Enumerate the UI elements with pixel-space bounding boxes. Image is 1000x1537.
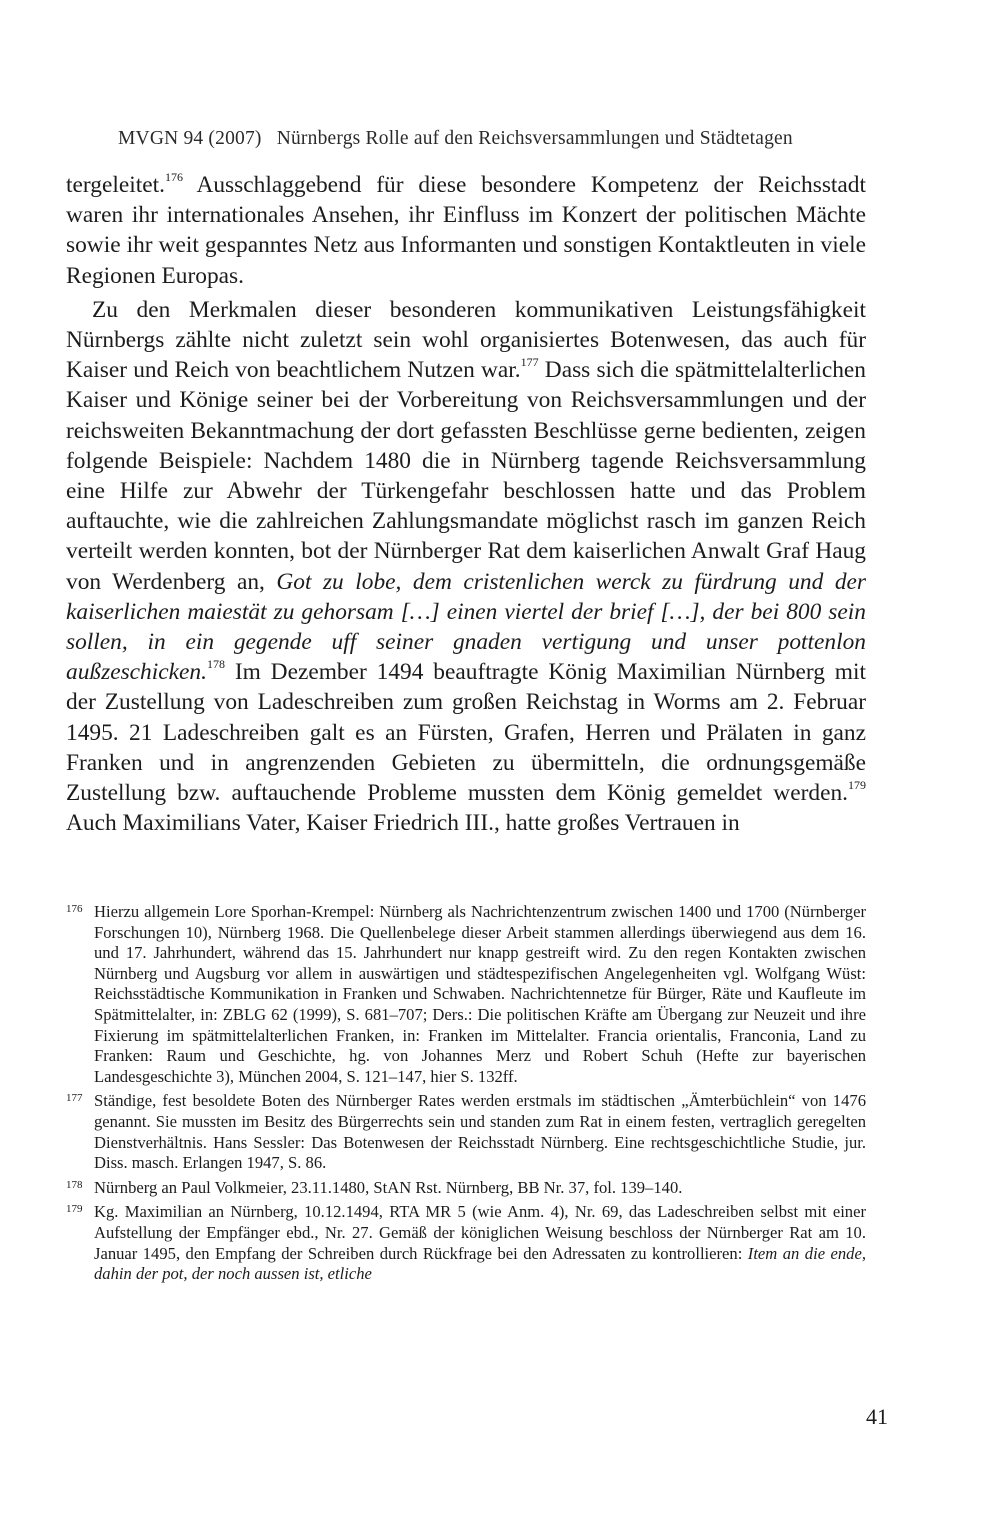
running-head (118, 128, 878, 150)
footnote-ref: 177 (520, 355, 539, 370)
paragraph (66, 295, 866, 839)
paragraph (66, 170, 866, 291)
quotation: Got zu lobe, dem cristenlichen werck zu fürdrung und der kaiserlichen maiestät zu gehorsam […] einen viertel der brief […], der bei 800 sein sollen, in ein gegende uff seiner gnaden vertigung und unser pottenlon außzeschicken. (66, 568, 866, 686)
footnote-number: 177 (66, 1092, 83, 1105)
footnote-text: Nürnberg an Paul Volkmeier, 23.11.1480, StAN Rst. Nürnberg, BB Nr. 37, fol. 139–140. (94, 1177, 683, 1197)
footnote-176 (66, 902, 866, 1087)
footnote-179 (66, 1202, 866, 1284)
footnote-178 (66, 1178, 866, 1199)
page-number: 41 (866, 1404, 888, 1429)
text-run: Im Dezember 1494 beauftragte König Maximilian Nürnberg mit der Zustellung von Ladeschreiben zum großen Reichstag in Worms am 2. Februar 1495. 21 Ladeschreiben galt es an Fürsten, Grafen, Herren und Prälaten in ganz Franken und in angrenzenden Gebieten zu übermitteln, die ordnungsgemäße Zustellung bzw. auftauchende Probleme mussten dem König gemeldet werden. (66, 659, 866, 807)
footnote-number: 178 (66, 1178, 83, 1191)
main-text (66, 170, 866, 838)
text-run: Ausschlaggebend für diese besondere Kompetenz der Reichsstadt waren ihr internationales Ansehen, ihr Einfluss im Konzert der politischen Mächte sowie ihr weit gespanntes Netz aus Informanten und sonstigen Kontaktleuten in viele Regionen Europas. (66, 172, 866, 289)
text-run: tergeleitet. (66, 172, 165, 198)
footnote-ref: 176 (164, 170, 183, 184)
journal-reference: MVGN 94 (2007) (118, 128, 262, 149)
footnote-text: Kg. Maximilian an Nürnberg, 10.12.1494, RTA MR 5 (wie Anm. 4), Nr. 69, das Ladeschreiben selbst mit einer Aufstellung der Empfänger ebd., Nr. 27. Gemäß der königlichen Weisung beschloss der Nürnberger Rat am 10. Januar 1495, den Empfang der Schreiben durch Rückfrage bei den Adressaten zu kontrollieren: (94, 1202, 866, 1263)
footnote-number: 176 (66, 903, 83, 915)
footnote-text: Ständige, fest besoldete Boten des Nürnberger Rates werden erstmals im städtischen „Ämterbüchlein“ von 1476 genannt. Sie mussten im Besitz des Bürgerrechts sein und standen zum Rat in einem festen, vertraglich geregelten Dienstverhältnis. Hans Sessler: Das Botenwesen der Reichsstadt Nürnberg. Eine rechtsgeschichtliche Studie, jur. Diss. masch. Erlangen 1947, S. 86. (94, 1091, 866, 1173)
footnote-quotation: Item an die ende, dahin der pot, der noch aussen ist, etliche (94, 1243, 866, 1284)
running-title: Nürnbergs Rolle auf den Reichsversammlungen und Städtetagen (276, 128, 793, 149)
footnote-ref: 178 (206, 657, 225, 672)
footnote-text: Hierzu allgemein Lore Sporhan-Krempel: Nürnberg als Nachrichtenzentrum zwischen 1400 und 1700 (Nürnberger Forschungen 10), Nürnberg 1968. Die Quellenbelege dieser Arbeit stammen allerdings überwiegend aus dem 16. und 17. Jahrhundert, während das 15. Jahrhundert nur knapp gestreift wird. Zu den regen Kontakten zwischen Nürnberg und Augsburg vor allem in auswärtigen und städtespezifischen Angelegenheiten vgl. Wolfgang Wüst: Reichsstädtische Kommunikation in Franken und Schwaben. Nachrichtennetze für Bürger, Räte und Kaufleute im Spätmittelalter, in: ZBLG 62 (1999), S. 681–707; Ders.: Die politischen Kräfte am Übergang zur Neuzeit und ihre Fixierung im spätmittelalterlichen Franken, in: Franken im Mittelalter. Francia orientalis, Franconia, Land zu Franken: Raum und Geschichte, hg. von Johannes Merz und Robert Schuh (Hefte zur bayerischen Landesgeschichte 3), München 2004, S. 121–147, hier S. 132ff. (94, 902, 866, 1086)
text-run: Auch Maximilians Vater, Kaiser Friedrich III., hatte großes Vertrauen in (66, 810, 740, 837)
text-run: Zu den Merkmalen dieser besonderen kommunikativen Leistungsfähigkeit Nürnbergs zählte nicht zuletzt sein wohl organisiertes Botenwesen, das auch für Kaiser und Reich von beachtlichem Nutzen war. (66, 296, 866, 384)
text-run: Dass sich die spätmittelalterlichen Kaiser und Könige seiner bei der Vorbereitung von Reichsversammlungen und der reichsweiten Bekanntmachung der dort gefassten Beschlüsse gerne bedienten, zeigen folgende Beispiele: Nachdem 1480 die in Nürnberg tagende Reichsversammlung eine Hilfe zur Abwehr der Türkengefahr beschlossen hatte und das Problem auftauchte, wie die zahlreichen Zahlungsmandate möglichst rasch im ganzen Reich verteilt werden konnten, bot der Nürnberger Rat dem kaiserlichen Anwalt Graf Haug von Werdenberg an, (66, 357, 866, 595)
footnote-number: 179 (66, 1203, 83, 1216)
footnotes (66, 902, 866, 1289)
footnote-177 (66, 1091, 866, 1173)
footnote-ref: 179 (848, 778, 866, 793)
